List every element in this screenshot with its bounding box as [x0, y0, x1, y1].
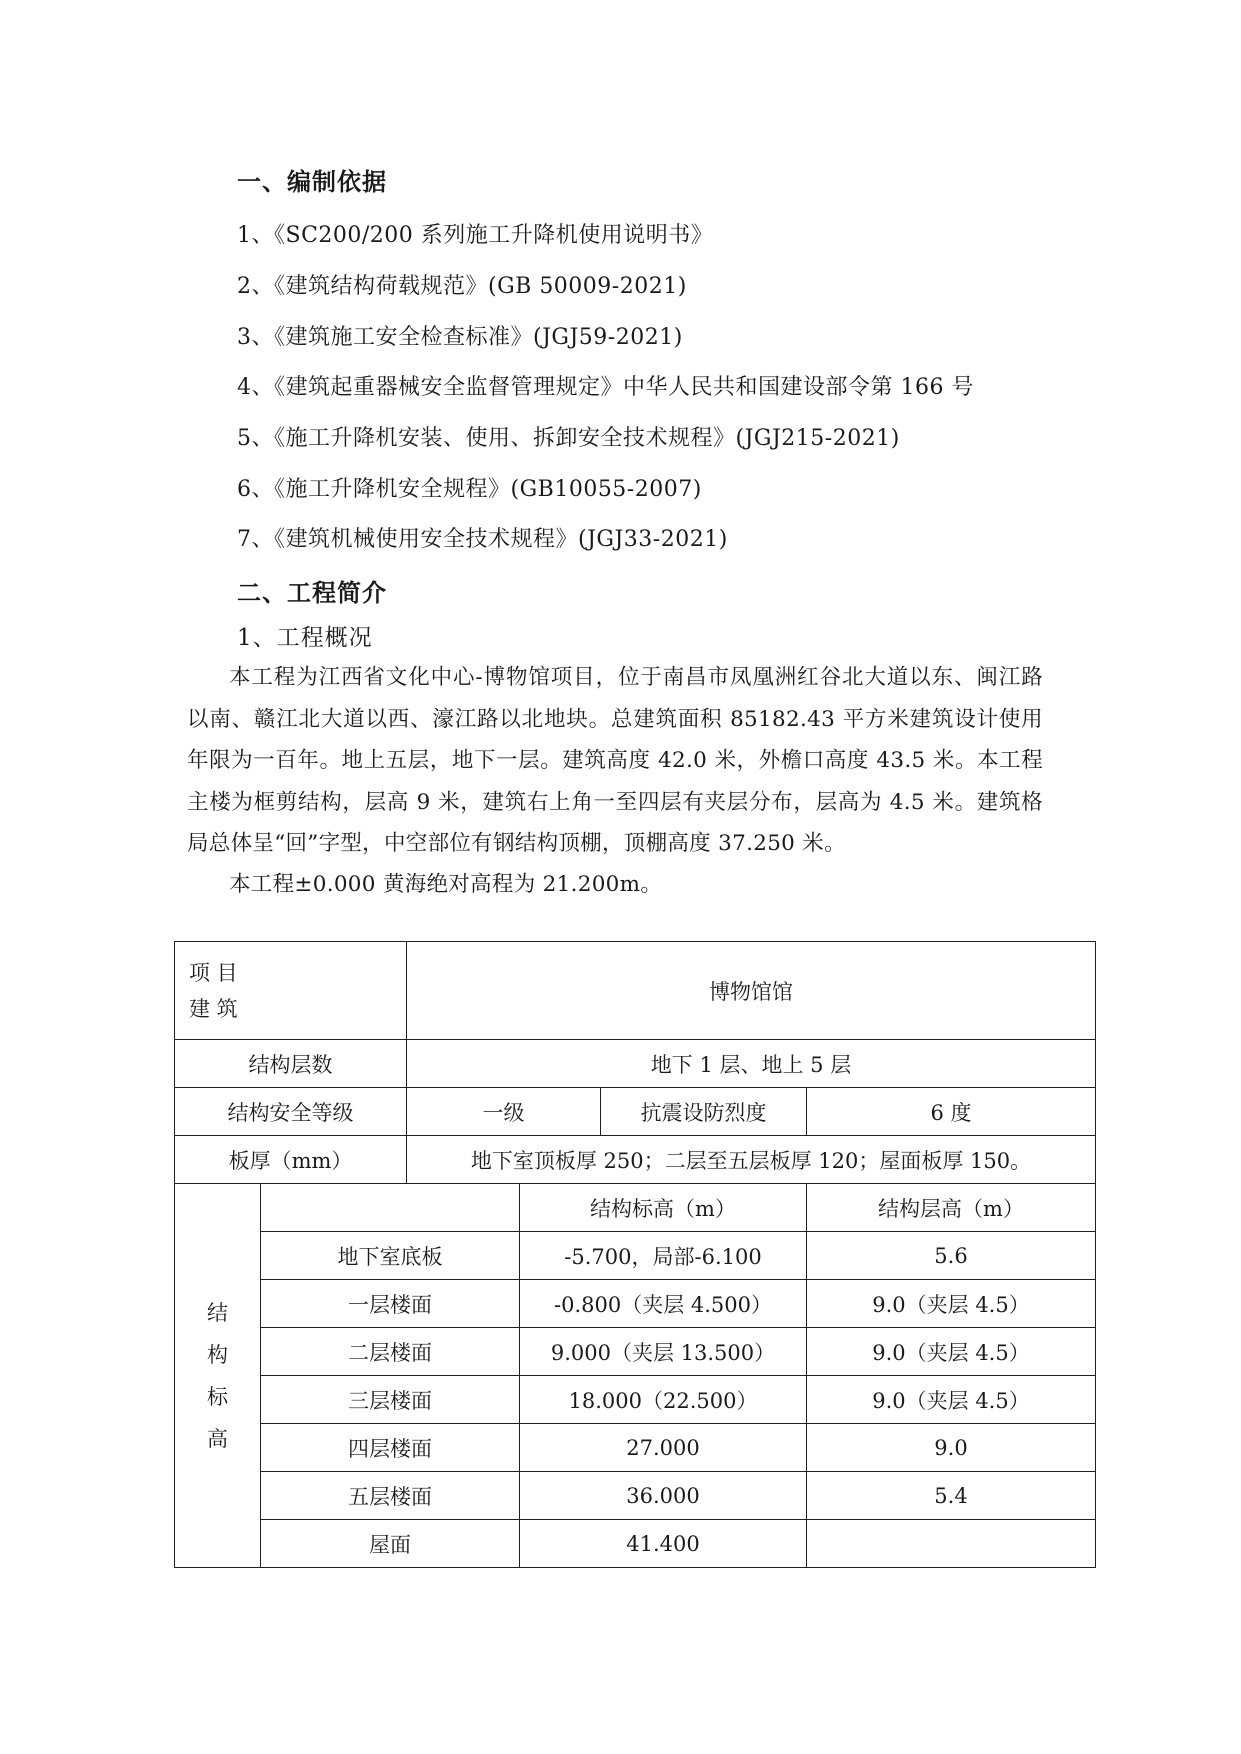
floor-elevation: -5.700，局部-6.100 — [520, 1232, 807, 1280]
floor-height: 9.0（夹层 4.5） — [807, 1280, 1096, 1328]
floor-name: 地下室底板 — [261, 1232, 520, 1280]
floor-elevation: 18.000（22.500） — [520, 1376, 807, 1424]
floor-height: 5.4 — [807, 1472, 1096, 1520]
floor-height-header: 结构层高（m） — [807, 1184, 1096, 1232]
vertical-char: 标 — [207, 1384, 228, 1409]
vertical-char: 结 — [207, 1300, 228, 1325]
vertical-char: 高 — [207, 1426, 228, 1451]
safety-grade-value: 一级 — [407, 1088, 601, 1136]
floor-height: 9.0（夹层 4.5） — [807, 1328, 1096, 1376]
elevation-paragraph: 本工程±0.000 黄海绝对高程为 21.200m。 — [229, 872, 663, 897]
floor-elevation: 36.000 — [520, 1472, 807, 1520]
floor-name: 三层楼面 — [261, 1376, 520, 1424]
floor-height: 5.6 — [807, 1232, 1096, 1280]
floor-height: 9.0 — [807, 1424, 1096, 1472]
floors-label: 结构层数 — [175, 1040, 407, 1088]
floor-name: 屋面 — [261, 1520, 520, 1568]
vertical-char: 构 — [207, 1342, 228, 1367]
slab-label: 板厚（mm） — [175, 1136, 407, 1184]
reference-item: 4、《建筑起重器械安全监督管理规定》中华人民共和国建设部令第 166 号 — [237, 375, 974, 400]
floor-name: 四层楼面 — [261, 1424, 520, 1472]
project-info-table — [174, 941, 1096, 1568]
table-corner-header — [175, 942, 407, 1040]
floor-elevation: 41.400 — [520, 1520, 807, 1568]
floor-name-header — [261, 1184, 520, 1232]
section-heading-basis: 一、编制依据 — [237, 168, 387, 196]
elevation-header: 结构标高（m） — [520, 1184, 807, 1232]
elevation-group-label — [175, 1184, 261, 1568]
reference-item: 6、《施工升降机安全规程》(GB10055-2007) — [237, 477, 702, 502]
reference-item: 1、《SC200/200 系列施工升降机使用说明书》 — [237, 223, 714, 248]
floors-value: 地下 1 层、地上 5 层 — [407, 1040, 1096, 1088]
seismic-label: 抗震设防烈度 — [601, 1088, 807, 1136]
reference-item: 5、《施工升降机安装、使用、拆卸安全技术规程》(JGJ215-2021) — [237, 426, 900, 451]
reference-item: 3、《建筑施工安全检查标准》(JGJ59-2021) — [237, 325, 683, 350]
overview-paragraph: 本工程为江西省文化中心-博物馆项目，位于南昌市凤凰洲红谷北大道以东、闽江路以南、赣江北大道以西、濠江路以北地块。总建筑面积 85182.43 平方米建筑设计使用年限为一百年。地上五层，地下一层。建筑高度 42.0 米，外檐口高度 43.5 米。本工程主楼为框剪结构，层高 9 米，建筑右上角一至四层有夹层分布，层高为 4.5 米。建筑格局总体呈“回”字型，中空部位有钢结构顶棚，顶棚高度 37.250 米。 — [187, 665, 1043, 856]
floor-height — [807, 1520, 1096, 1568]
floor-elevation: 9.000（夹层 13.500） — [520, 1328, 807, 1376]
floor-name: 五层楼面 — [261, 1472, 520, 1520]
section-heading-overview: 二、工程简介 — [237, 579, 387, 607]
subsection-heading: 1、工程概况 — [237, 625, 373, 651]
floor-name: 二层楼面 — [261, 1328, 520, 1376]
corner-label-building: 建 筑 — [189, 996, 238, 1021]
seismic-value: 6 度 — [807, 1088, 1096, 1136]
floor-height: 9.0（夹层 4.5） — [807, 1376, 1096, 1424]
reference-item: 7、《建筑机械使用安全技术规程》(JGJ33-2021) — [237, 527, 728, 552]
reference-item: 2、《建筑结构荷载规范》(GB 50009-2021) — [237, 274, 687, 299]
floor-elevation: 27.000 — [520, 1424, 807, 1472]
safety-grade-label: 结构安全等级 — [175, 1088, 407, 1136]
building-name-cell: 博物馆馆 — [407, 942, 1096, 1040]
floor-name: 一层楼面 — [261, 1280, 520, 1328]
corner-label-project: 项 目 — [189, 960, 238, 985]
floor-elevation: -0.800（夹层 4.500） — [520, 1280, 807, 1328]
slab-value: 地下室顶板厚 250；二层至五层板厚 120；屋面板厚 150。 — [407, 1136, 1096, 1184]
